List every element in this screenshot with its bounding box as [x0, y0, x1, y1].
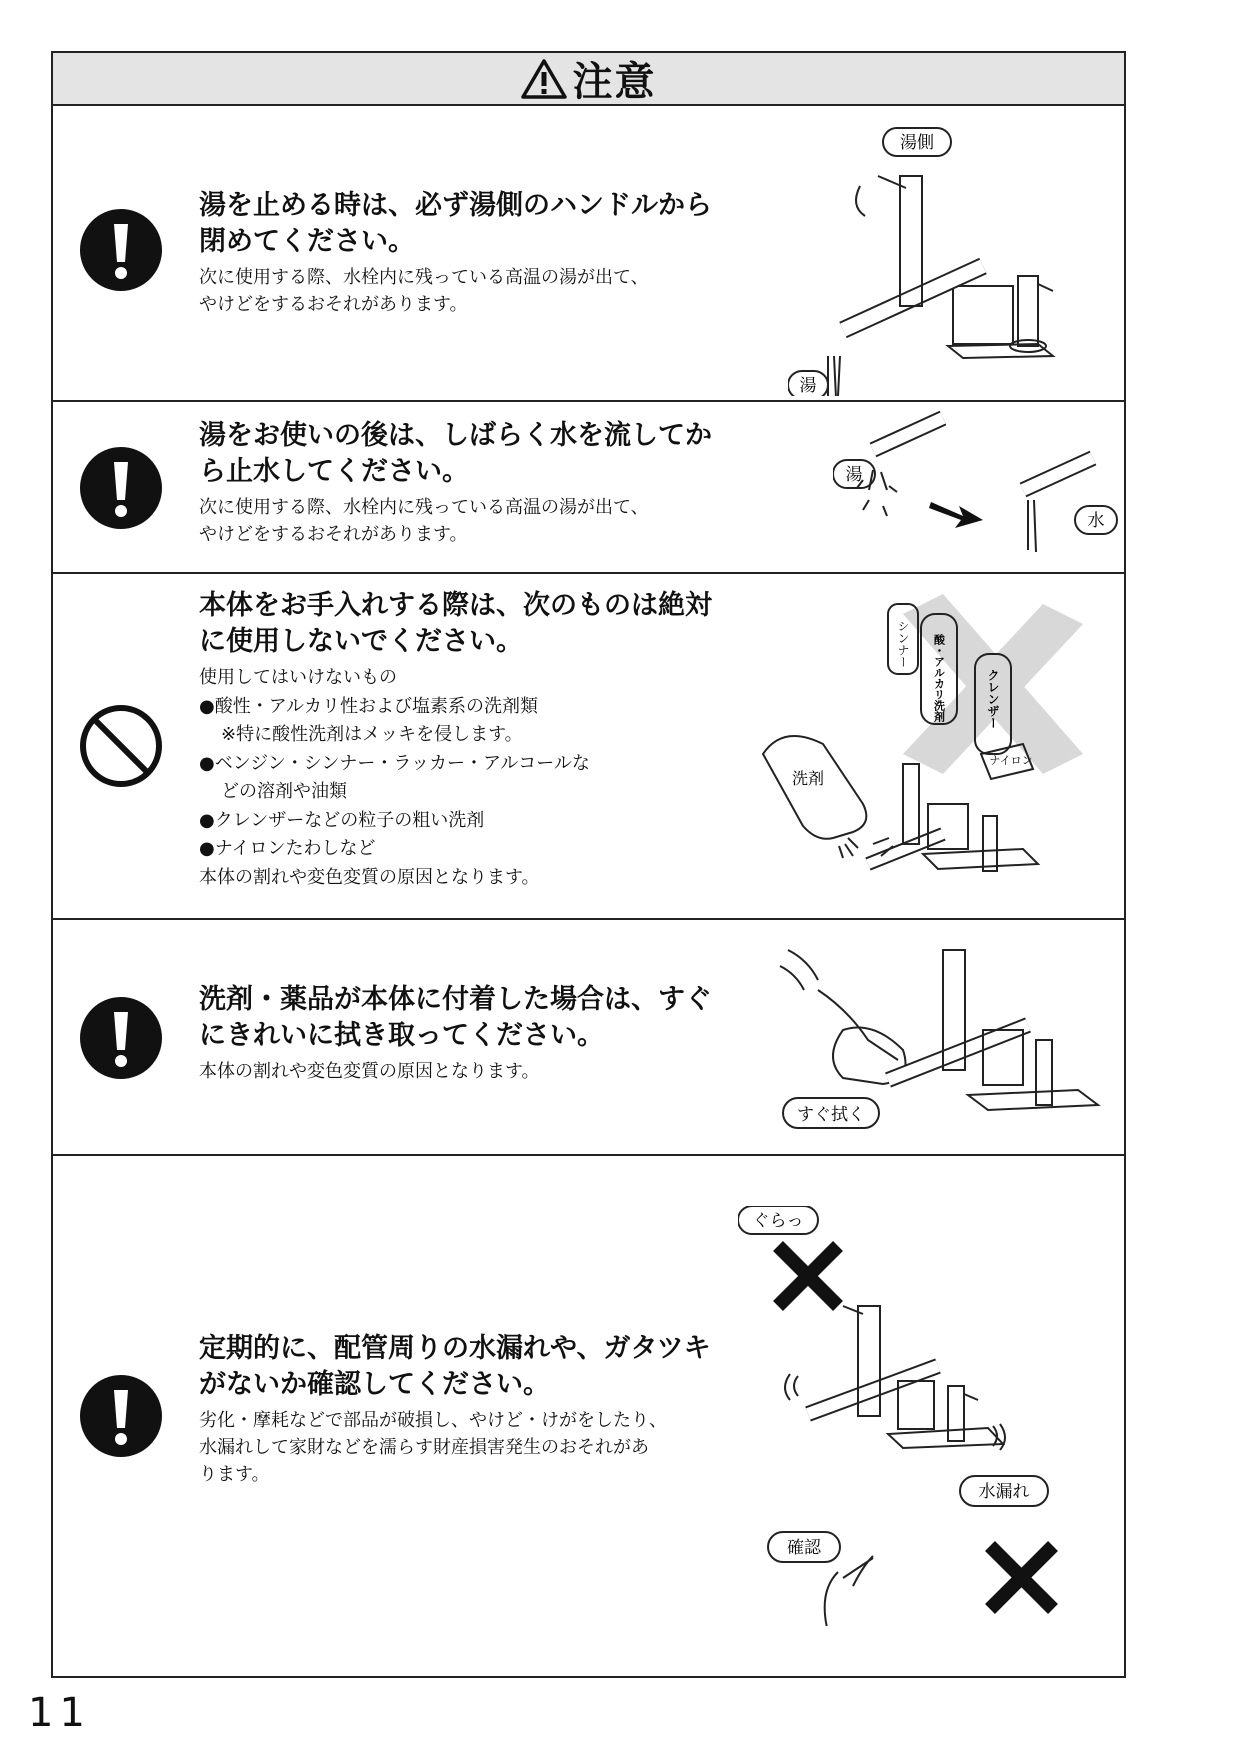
prohibited-icon — [79, 704, 163, 788]
label-hot: 湯 — [799, 376, 817, 396]
label-check: 確認 — [787, 1538, 821, 1558]
section-1-body: 次に使用する際、水栓内に残っている高温の湯が出て、 やけどをするおそれがあります。 — [199, 267, 649, 315]
prohibited-note: ※特に酸性洗剤はメッキを侵します。 — [221, 724, 523, 745]
page-number: 11 — [28, 1690, 91, 1736]
mandatory-icon — [79, 446, 163, 530]
section-2-heading: 湯をお使いの後は、しばらく水を流してか ら止水してください。 — [199, 420, 712, 487]
section-3-text — [199, 588, 774, 892]
prohibited-item: ●ナイロンたわしなど — [199, 838, 376, 859]
label-acid-alkali: 酸・アルカリ洗剤 — [932, 634, 946, 722]
hot-then-cold-illustration — [833, 410, 1123, 570]
caution-section-4 — [53, 920, 1124, 1156]
label-nylon: ナイロン — [989, 754, 1033, 767]
caution-section-5 — [53, 1156, 1124, 1678]
label-detergent: 洗剤 — [791, 769, 825, 788]
section-3-body: 使用してはいけないもの ●酸性・アルカリ性および塩素系の洗剤類 ※特に酸性洗剤はメッキを侵します。 ●ベンジン・シンナー・ラッカー・アルコールな どの溶剤や油類 ●クレンザーなどの粒子の粗い洗剤 ●ナイロンたわしなど 本体の割れや変色変質の原因となります。 — [199, 664, 774, 892]
section-5-heading: 定期的に、配管周りの水漏れや、ガタツキ がないか確認してください。 — [199, 1333, 711, 1400]
label-wobble: ぐらっ — [752, 1211, 804, 1231]
section-1-heading: 湯を止める時は、必ず湯側のハンドルから 閉めてください。 — [199, 190, 712, 257]
faucet-hot-side-illustration — [788, 116, 1118, 396]
warning-triangle-icon — [521, 59, 567, 99]
prohibited-item-cont: どの溶剤や油類 — [221, 781, 347, 802]
section-4-heading: 洗剤・薬品が本体に付着した場合は、すぐ にきれいに拭き取ってください。 — [199, 984, 712, 1051]
header-title: 注意 — [572, 59, 657, 105]
label-wipe: すぐ拭く — [797, 1105, 865, 1125]
mandatory-icon — [79, 996, 163, 1080]
prohibited-item: ●ベンジン・シンナー・ラッカー・アルコールな — [199, 752, 590, 774]
label-hot: 湯 — [845, 465, 863, 485]
prohibited-cleaners-illustration — [753, 594, 1113, 914]
section-4-body: 本体の割れや変色変質の原因となります。 — [199, 1061, 540, 1082]
label-hot-side: 湯側 — [900, 133, 934, 153]
check-leak-illustration — [738, 1206, 1123, 1626]
section-5-body: 劣化・摩耗などで部品が破損し、やけど・けがをしたり、 水漏れして家財などを濡らす財産損害発生のおそれがあ ります。 — [199, 1410, 667, 1485]
label-cleanser: クレンザー — [986, 669, 1000, 729]
mandatory-icon — [79, 208, 163, 292]
caution-frame — [51, 51, 1126, 1678]
caution-header — [53, 53, 1124, 106]
label-water: 水 — [1087, 511, 1105, 531]
section-3-heading: 本体をお手入れする際は、次のものは絶対 に使用しないでください。 — [199, 590, 712, 657]
section-2-body: 次に使用する際、水栓内に残っている高温の湯が出て、 やけどをするおそれがあります。 — [199, 497, 649, 545]
mandatory-icon — [79, 1374, 163, 1458]
caution-section-2 — [53, 402, 1124, 574]
prohibited-item: ●酸性・アルカリ性および塩素系の洗剤類 — [199, 695, 538, 717]
caution-section-3 — [53, 574, 1124, 920]
section-1-text — [199, 188, 774, 318]
caution-section-1 — [53, 106, 1124, 402]
wipe-faucet-illustration — [778, 930, 1123, 1150]
section-4-text — [199, 982, 774, 1085]
prohibited-item: ●クレンザーなどの粒子の粗い洗剤 — [199, 809, 485, 831]
section-5-text — [199, 1331, 774, 1488]
section-2-text — [199, 418, 774, 548]
label-thinner: シンナー — [896, 620, 910, 668]
label-leak: 水漏れ — [978, 1482, 1030, 1502]
